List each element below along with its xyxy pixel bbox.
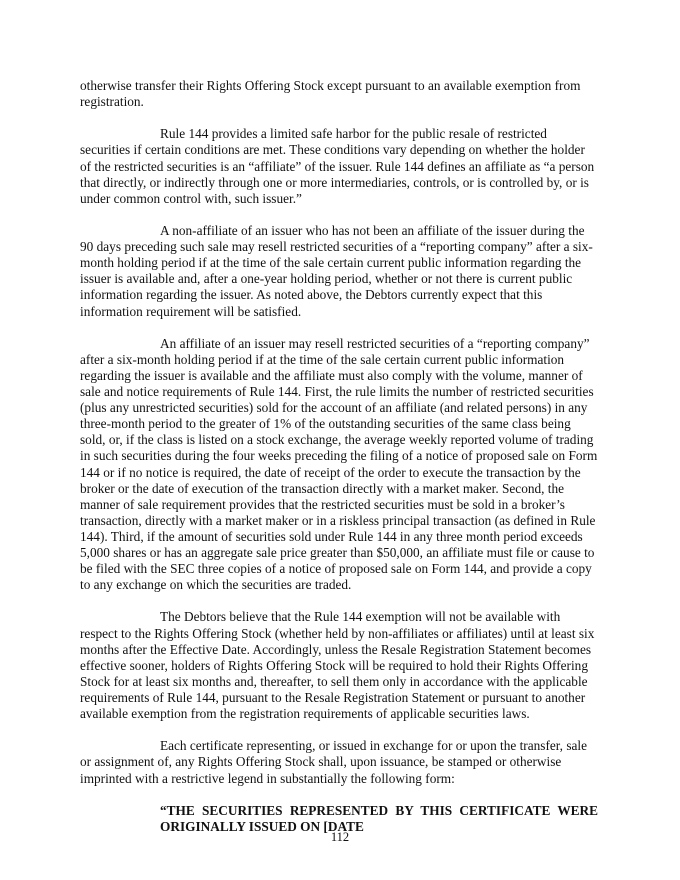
paragraph-affiliate-resale: An affiliate of an issuer may resell restricted securities of a “reporting company” after a six-month holding period if at the time of the sale certain current public information regarding the issuer is available and the affiliate must also comply with the volume, manner of sale and notice requirements of Rule 144. First, the rule limits the number of restricted securities (plus any unrestricted securities) sold for the account of an affiliate (and related persons) in any three-month period to the greater of 1% of the outstanding securities of the same class being sold, or, if the class is listed on a stock exchange, the average weekly reported volume of trading in such securities during the four weeks preceding the filing of a notice of proposed sale on Form 144 or if no notice is required, the date of receipt of the order to execute the transaction by the broker or the date of execution of the transaction directly with a market maker. Second, the manner of sale requirement provides that the restricted securities must be sold in a broker’s transaction, directly with a market maker or in a riskless principal transaction (as defined in Rule 144). Third, if the amount of securities sold under Rule 144 in any three month period exceeds 5,000 shares or has an aggregate sale price greater than $50,000, an affiliate must file or cause to be filed with the SEC three copies of a notice of proposed sale on Form 144, and provide a copy to any exchange on which the securities are traded. [80,335,598,593]
paragraph-rule-144-overview: Rule 144 provides a limited safe harbor for the public resale of restricted securities if certain conditions are met. These conditions vary depending on whether the holder of the restricted securities is an “affiliate” of the issuer. Rule 144 defines an affiliate as “a person that directly, or indirectly through one or more intermediaries, controls, or is controlled by, or is under common control with, such issuer.” [80,126,595,206]
document-body [80,78,598,836]
page-number: 112 [330,830,350,844]
paragraph-non-affiliate-resale: A non-affiliate of an issuer who has not been an affiliate of the issuer during the 90 days preceding such sale may resell restricted securities of a “reporting company” after a six-month holding period if at the time of the sale certain current public information regarding the issuer is available and, after a one-year holding period, whether or not there is current public information regarding the issuer. As noted above, the Debtors currently expect that this information requirement will be satisfied. [80,223,593,319]
paragraph-continuation: otherwise transfer their Rights Offering Stock except pursuant to an available exemption from registration. [80,78,581,110]
paragraph-restrictive-legend-intro: Each certificate representing, or issued in exchange for or upon the transfer, sale or assignment of, any Rights Offering Stock shall, upon issuance, be stamped or otherwise imprinted with a restrictive legend in substantially the following form: [80,738,587,786]
paragraph-exemption-availability: The Debtors believe that the Rule 144 exemption will not be available with respect to the Rights Offering Stock (whether held by non-affiliates or affiliates) until at least six months after the Effective Date. Accordingly, unless the Resale Registration Statement becomes effective sooner, holders of Rights Offering Stock will be required to hold their Rights Offering Stock for at least six months and, thereafter, to sell them only in accordance with the applicable requirements of Rule 144, pursuant to the Resale Registration Statement or pursuant to another available exemption from the registration requirements of applicable securities laws. [80,609,595,722]
restrictive-legend-text: “THE SECURITIES REPRESENTED BY THIS CERTIFICATE WERE ORIGINALLY ISSUED ON [DATE [160,802,598,835]
